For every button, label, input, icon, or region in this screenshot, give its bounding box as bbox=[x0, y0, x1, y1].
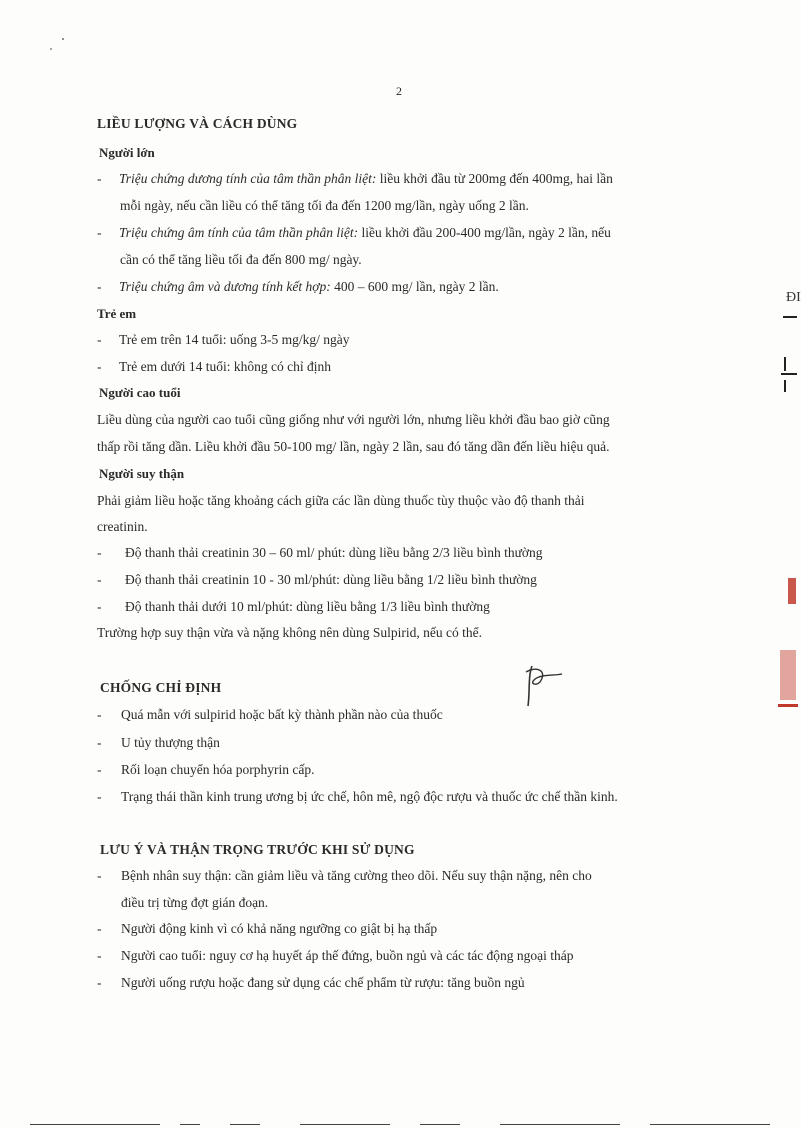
paragraph-line: Phải giảm liều hoặc tăng khoảng cách giữa các lần dùng thuốc tùy thuộc vào độ thanh thải bbox=[97, 493, 585, 508]
page-number: 2 bbox=[396, 84, 402, 98]
list-item: - Trẻ em trên 14 tuổi: uống 3-5 mg/kg/ ngày bbox=[97, 332, 350, 347]
margin-bar bbox=[784, 357, 786, 371]
list-item-continuation: mỗi ngày, nếu cần liều có thể tăng tối đa đến 1200 mg/lần, ngày uống 2 lần. bbox=[120, 198, 529, 213]
footer-rule bbox=[500, 1124, 620, 1125]
list-item: - Quá mẫn với sulpirid hoặc bất kỳ thành phần nào của thuốc bbox=[97, 707, 443, 722]
margin-glyph: ĐI bbox=[786, 290, 801, 305]
paragraph-line: Liều dùng của người cao tuổi cũng giống như với người lớn, nhưng liều khởi đầu bao giờ cũng bbox=[97, 412, 610, 427]
list-item: - Triệu chứng âm và dương tính kết hợp: 400 – 600 mg/ lần, ngày 2 lần. bbox=[97, 279, 499, 294]
section-title-dosage: LIỀU LƯỢNG VÀ CÁCH DÙNG bbox=[97, 116, 298, 131]
footer-rule bbox=[30, 1124, 160, 1125]
paragraph-line: Trường hợp suy thận vừa và nặng không nên dùng Sulpirid, nếu có thể. bbox=[97, 625, 483, 640]
stamp-fragment bbox=[778, 704, 798, 707]
paragraph-line: thấp rồi tăng dần. Liều khởi đầu 50-100 mg/ lần, ngày 2 lần, sau đó tăng dần đến liều hiệu quả. bbox=[97, 439, 610, 454]
list-item: - Độ thanh thải creatinin 30 – 60 ml/ phút: dùng liều bằng 2/3 liều bình thường bbox=[97, 545, 543, 560]
footer-rule bbox=[420, 1124, 460, 1125]
scan-speck bbox=[62, 38, 64, 40]
list-item: - Độ thanh thải dưới 10 ml/phút: dùng liều bằng 1/3 liều bình thường bbox=[97, 599, 490, 614]
list-item: - Triệu chứng âm tính của tâm thần phân liệt: liều khởi đầu 200-400 mg/lần, ngày 2 lần, nếu bbox=[97, 225, 611, 240]
list-item: - Trẻ em dưới 14 tuổi: không có chỉ định bbox=[97, 359, 331, 374]
heading-children: Trẻ em bbox=[97, 306, 137, 321]
margin-bar bbox=[783, 316, 797, 318]
list-item-continuation: điều trị từng đợt gián đoạn. bbox=[121, 895, 269, 910]
list-item: - Người động kinh vì có khả năng ngưỡng co giật bị hạ thấp bbox=[97, 921, 438, 936]
footer-rule bbox=[180, 1124, 200, 1125]
list-item: - Rối loạn chuyển hóa porphyrin cấp. bbox=[97, 762, 315, 777]
margin-bar bbox=[781, 373, 797, 375]
footer-rule bbox=[300, 1124, 390, 1125]
signature-mark bbox=[518, 662, 568, 710]
stamp-fragment bbox=[780, 650, 796, 700]
list-item: - Trạng thái thần kinh trung ương bị ức chế, hôn mê, ngộ độc rượu và thuốc ức chế thần kinh. bbox=[97, 789, 618, 804]
section-title-contraindications: CHỐNG CHỈ ĐỊNH bbox=[100, 680, 222, 695]
stamp-fragment bbox=[788, 578, 796, 604]
section-title-precautions: LƯU Ý VÀ THẬN TRỌNG TRƯỚC KHI SỬ DỤNG bbox=[100, 842, 415, 857]
heading-adults: Người lớn bbox=[99, 145, 155, 160]
list-item: - U tủy thượng thận bbox=[97, 735, 220, 750]
list-item: - Bệnh nhân suy thận: cần giảm liều và tăng cường theo dõi. Nếu suy thận nặng, nên cho bbox=[97, 868, 592, 883]
paragraph-line: creatinin. bbox=[97, 519, 148, 534]
heading-elderly: Người cao tuổi bbox=[99, 385, 181, 400]
margin-bar bbox=[784, 380, 786, 392]
list-item: - Triệu chứng dương tính của tâm thần phân liệt: liều khởi đầu từ 200mg đến 400mg, hai lần bbox=[97, 171, 613, 186]
list-item: - Độ thanh thải creatinin 10 - 30 ml/phút: dùng liều bằng 1/2 liều bình thường bbox=[97, 572, 537, 587]
list-item: - Người uống rượu hoặc đang sử dụng các chế phẩm từ rượu: tăng buồn ngủ bbox=[97, 975, 525, 990]
list-item-continuation: cần có thể tăng liều tối đa đến 800 mg/ ngày. bbox=[120, 252, 362, 267]
list-item: - Người cao tuổi: nguy cơ hạ huyết áp thế đứng, buồn ngủ và các tác động ngoại tháp bbox=[97, 948, 574, 963]
scan-speck bbox=[50, 48, 52, 50]
heading-renal: Người suy thận bbox=[99, 466, 185, 481]
footer-rule bbox=[650, 1124, 770, 1125]
footer-rule bbox=[230, 1124, 260, 1125]
